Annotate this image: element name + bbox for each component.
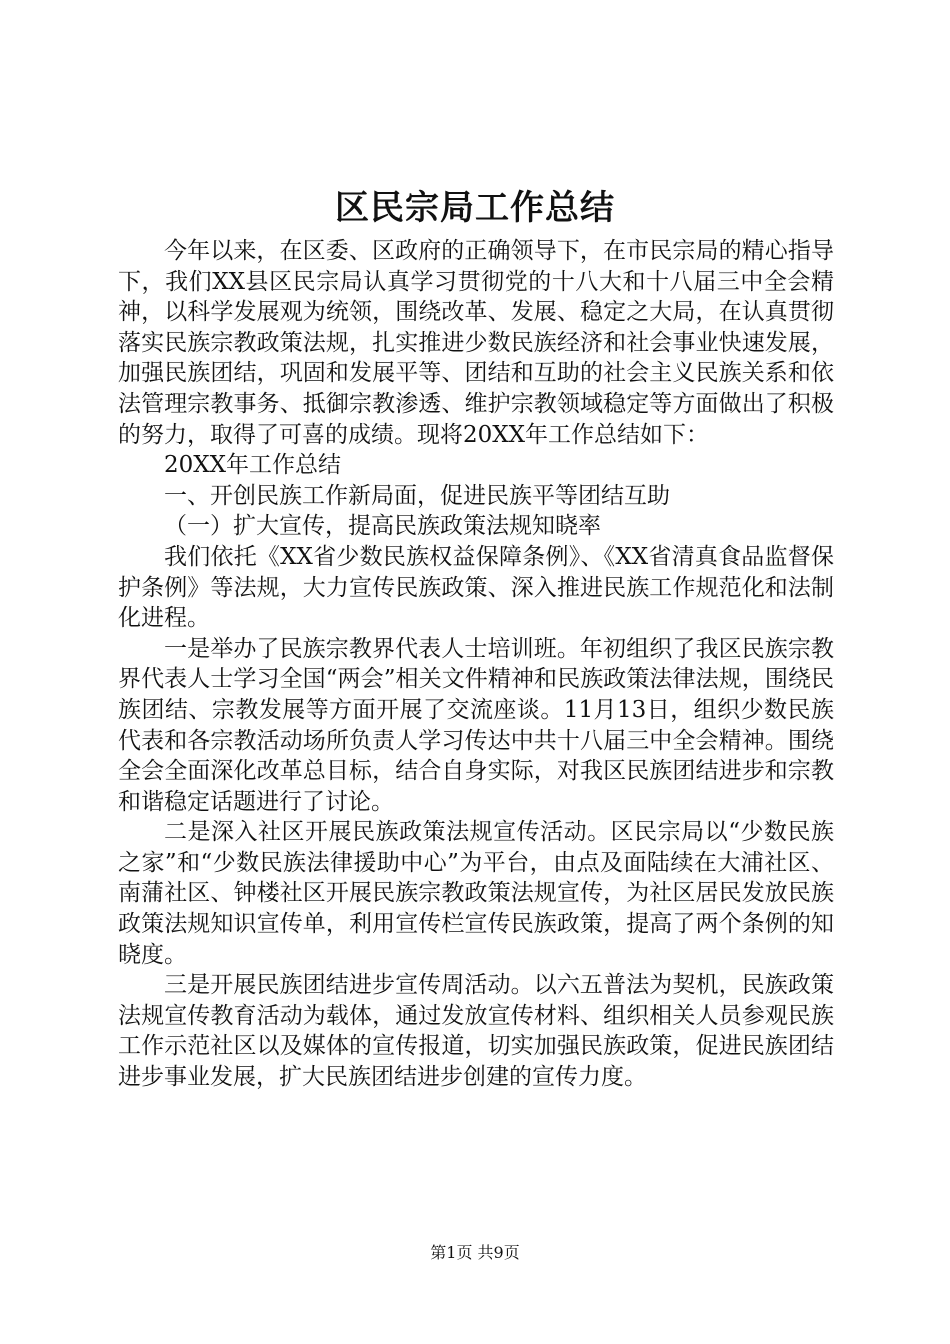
paragraph-item-3: 三是开展民族团结进步宣传周活动。以六五普法为契机，民族政策法规宣传教育活动为载体，通过发放宣传材料、组织相关人员参观民族工作示范社区以及媒体的宣传报道，切实加强民族政策，促进民族团结进步事业发展，扩大民族团结进步创建的宣传力度。 bbox=[118, 972, 834, 1091]
paragraph-item-2: 二是深入社区开展民族政策法规宣传活动。区民宗局以“少数民族之家”和“少数民族法律援助中心”为平台，由点及面陆续在大浦社区、南蒲社区、钟楼社区开展民族宗教政策法规宣传，为社区居民发放民族政策法规知识宣传单，利用宣传栏宣传民族政策，提高了两个条例的知晓度。 bbox=[118, 819, 834, 968]
paragraph-regulations: 我们依托《XX省少数民族权益保障条例》、《XX省清真食品监督保护条例》等法规，大力宣传民族政策、深入推进民族工作规范化和法制化进程。 bbox=[118, 543, 834, 632]
paragraph-item-1: 一是举办了民族宗教界代表人士培训班。年初组织了我区民族宗教界代表人士学习全国“两会”相关文件精神和民族政策法律法规，围绕民族团结、宗教发展等方面开展了交流座谈。11月13日，组织少数民族代表和各宗教活动场所负责人学习传达中共十八届三中全会精神。围绕全会全面深化改革总目标，结合自身实际，对我区民族团结进步和宗教和谐稳定话题进行了讨论。 bbox=[118, 635, 834, 815]
page-number-footer: 第1页 共9页 bbox=[430, 1243, 520, 1262]
section-heading-1: 一、开创民族工作新局面，促进民族平等团结互助 bbox=[164, 482, 670, 509]
paragraph-heading-summary: 20XX年工作总结 bbox=[164, 452, 342, 479]
subsection-heading-1: （一）扩大宣传，提高民族政策法规知晓率 bbox=[164, 513, 601, 540]
document-title: 区民宗局工作总结 bbox=[335, 188, 615, 228]
paragraph-intro: 今年以来，在区委、区政府的正确领导下，在市民宗局的精心指导下，我们XX县区民宗局认真学习贯彻党的十八大和十八届三中全会精神，以科学发展观为统领，围绕改革、发展、稳定之大局，在认真贯彻落实民族宗教政策法规，扎实推进少数民族经济和社会事业快速发展，加强民族团结，巩固和发展平等、团结和互助的社会主义民族关系和依法管理宗教事务、抵御宗教渗透、维护宗教领域稳定等方面做出了积极的努力，取得了可喜的成绩。现将20XX年工作总结如下： bbox=[118, 238, 834, 448]
document-body bbox=[118, 236, 834, 1093]
